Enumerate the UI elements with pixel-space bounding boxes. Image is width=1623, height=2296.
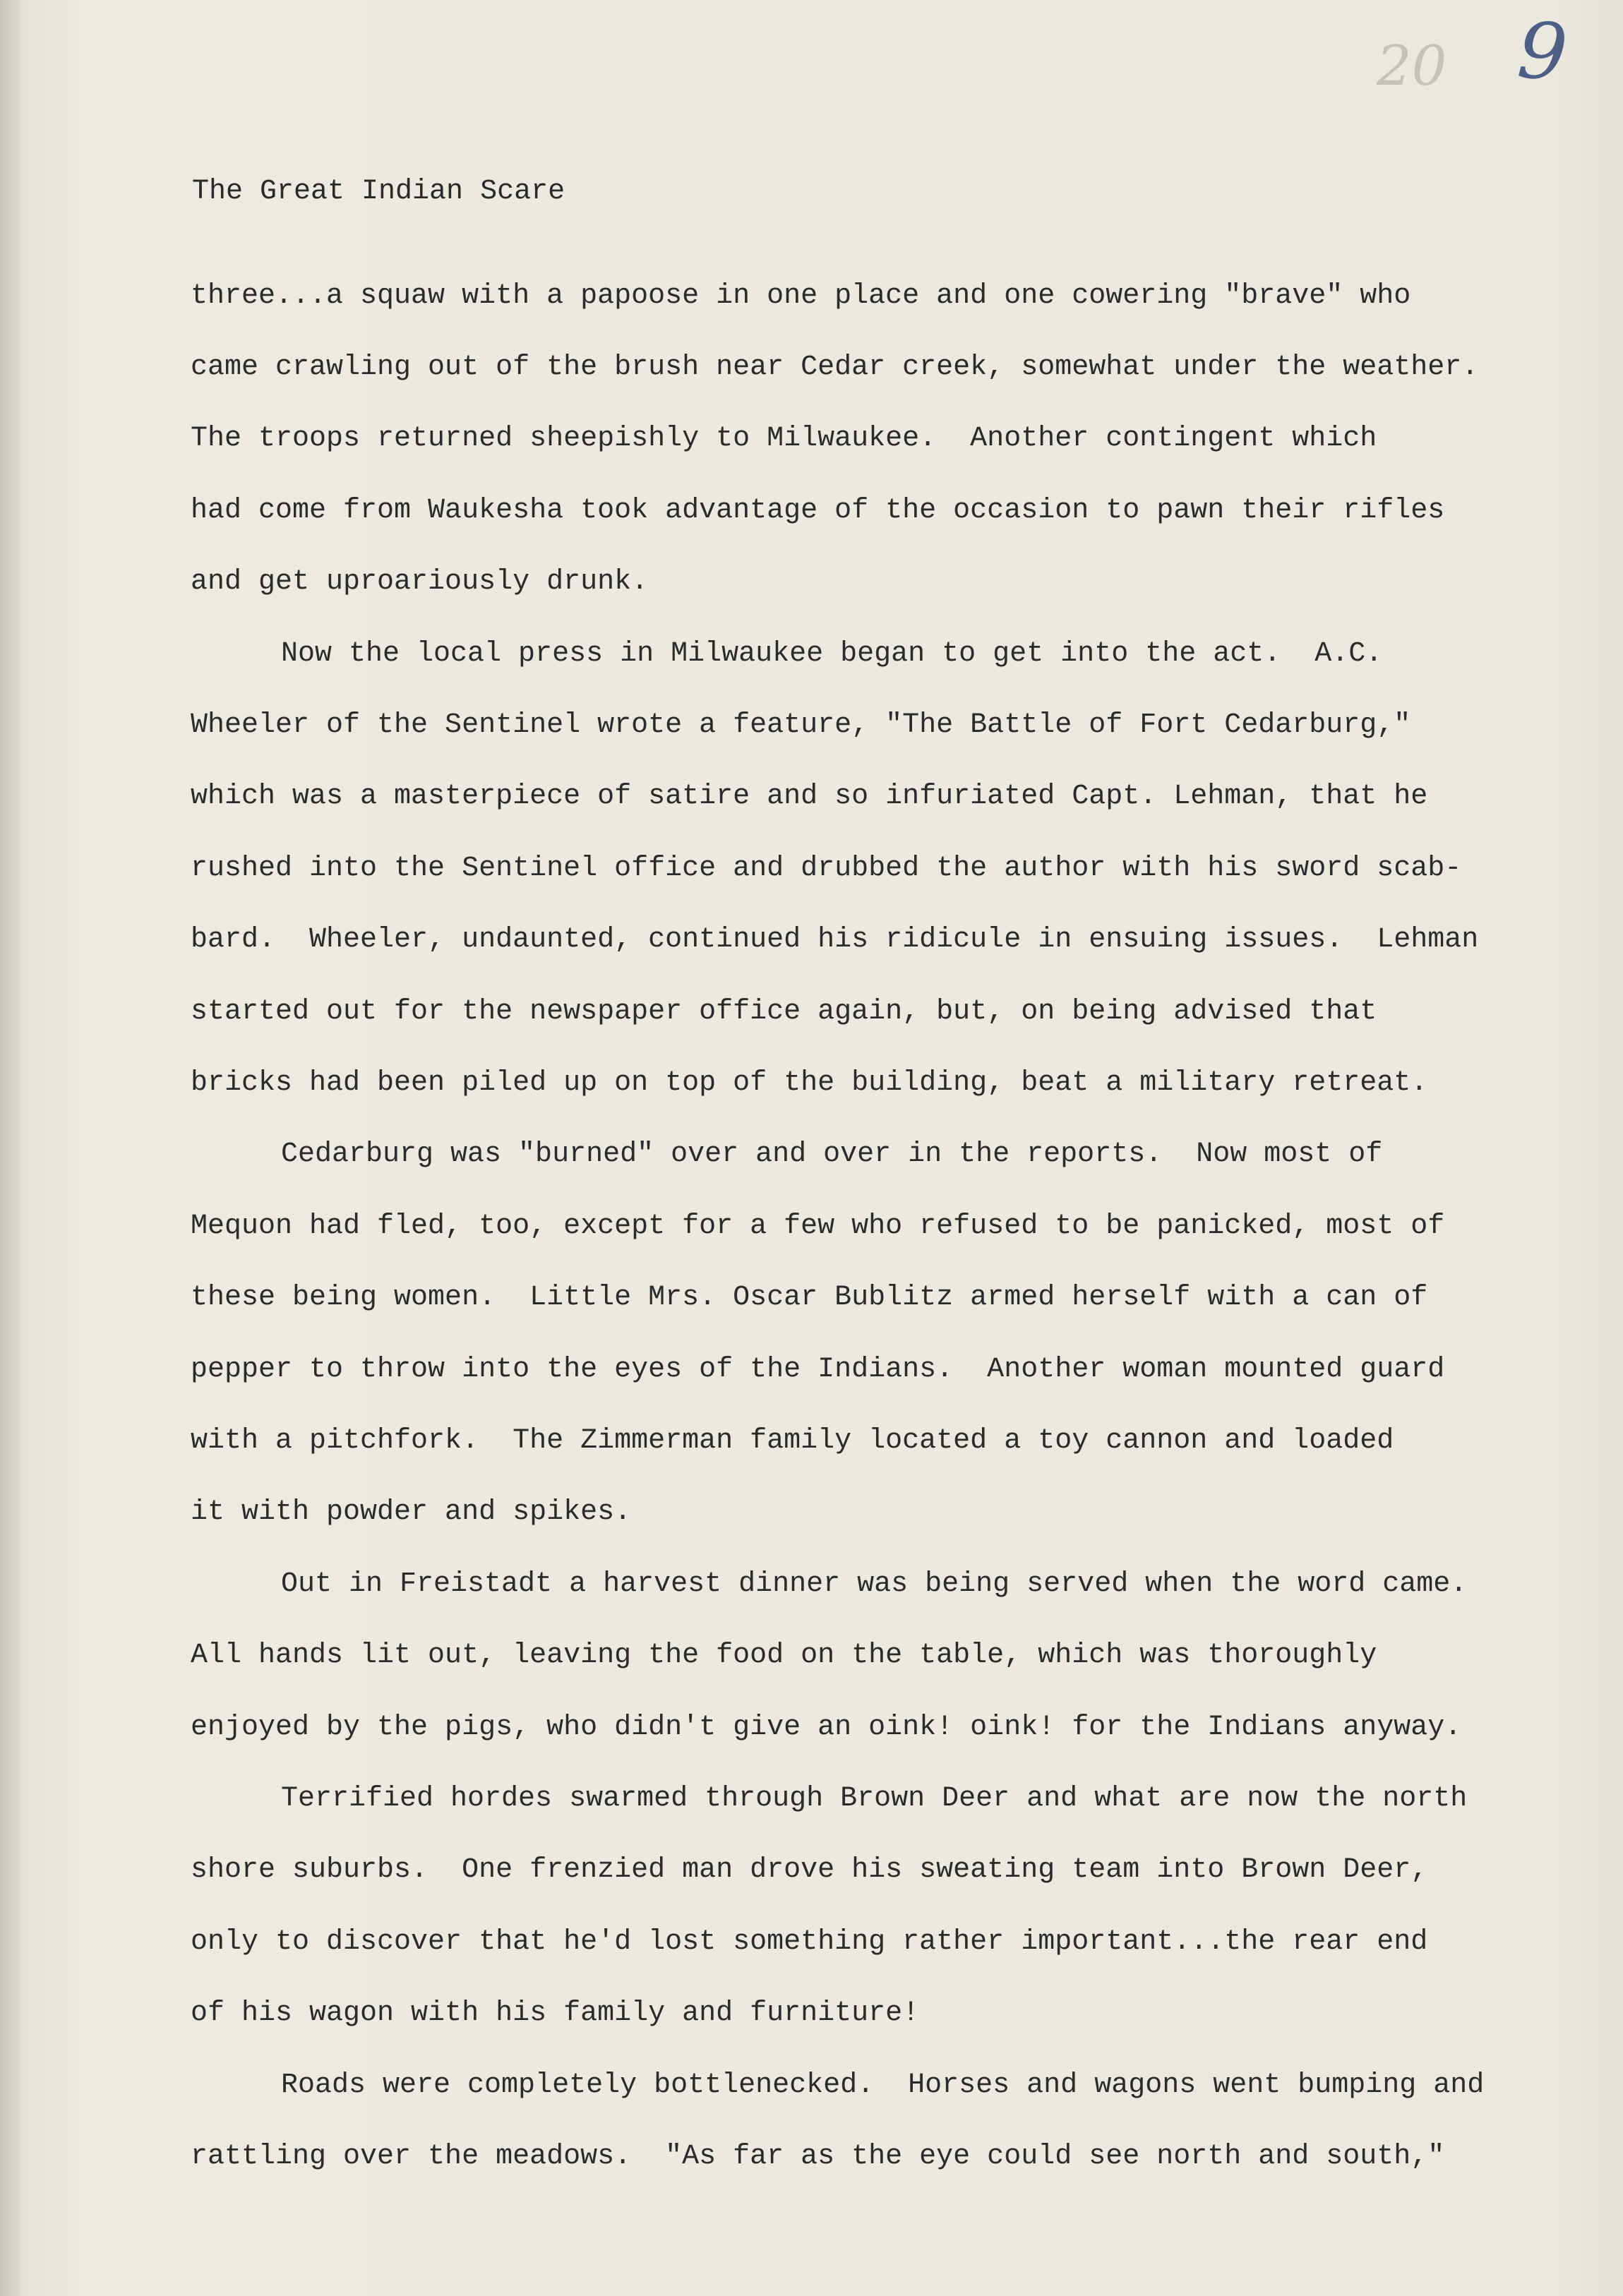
page-binding-edge <box>0 0 20 2296</box>
text-line: Out in Freistadt a harvest dinner was being served when the word came. <box>281 1568 1468 1600</box>
text-line: The troops returned sheepishly to Milwaukee. Another contingent which <box>191 423 1377 455</box>
text-line: three...a squaw with a papoose in one place and one cowering "brave" who <box>191 280 1411 312</box>
text-line: rushed into the Sentinel office and drubbed the author with his sword scab- <box>191 853 1462 884</box>
text-line: these being women. Little Mrs. Oscar Bublitz armed herself with a can of <box>191 1282 1428 1314</box>
handwritten-page-number: 9 <box>1514 4 1571 99</box>
text-line: it with powder and spikes. <box>191 1496 632 1528</box>
text-line: Cedarburg was "burned" over and over in the reports. Now most of <box>281 1138 1383 1170</box>
text-line: bricks had been piled up on top of the building, beat a military retreat. <box>191 1067 1428 1099</box>
text-line: bard. Wheeler, undaunted, continued his ridicule in ensuing issues. Lehman <box>191 924 1479 956</box>
text-line: Wheeler of the Sentinel wrote a feature, "The Battle of Fort Cedarburg," <box>191 709 1411 741</box>
text-line: of his wagon with his family and furniture! <box>191 1997 920 2029</box>
text-line: shore suburbs. One frenzied man drove his sweating team into Brown Deer, <box>191 1854 1428 1886</box>
text-line: pepper to throw into the eyes of the Indians. Another woman mounted guard <box>191 1354 1445 1386</box>
text-line: All hands lit out, leaving the food on the table, which was thoroughly <box>191 1640 1377 1671</box>
text-line: started out for the newspaper office again, but, on being advised that <box>191 996 1377 1028</box>
text-line: enjoyed by the pigs, who didn't give an oink! oink! for the Indians anyway. <box>191 1712 1462 1743</box>
text-line: came crawling out of the brush near Cedar creek, somewhat under the weather. <box>191 351 1479 383</box>
text-line: Terrified hordes swarmed through Brown Deer and what are now the north <box>281 1783 1468 1815</box>
running-header: The Great Indian Scare <box>192 176 565 208</box>
text-line: and get uproariously drunk. <box>191 566 649 598</box>
text-line: with a pitchfork. The Zimmerman family located a toy cannon and loaded <box>191 1425 1394 1457</box>
text-line: Now the local press in Milwaukee began to get into the act. A.C. <box>281 638 1383 670</box>
text-line: Mequon had fled, too, except for a few who refused to be panicked, most of <box>191 1210 1445 1242</box>
text-line: only to discover that he'd lost something rather important...the rear end <box>191 1926 1428 1958</box>
text-line: rattling over the meadows. "As far as the eye could see north and south," <box>191 2141 1445 2172</box>
text-line: had come from Waukesha took advantage of the occasion to pawn their rifles <box>191 495 1445 527</box>
faint-page-mark: 20 <box>1377 35 1447 98</box>
text-line: Roads were completely bottlenecked. Horses and wagons went bumping and <box>281 2069 1485 2101</box>
text-line: which was a masterpiece of satire and so infuriated Capt. Lehman, that he <box>191 781 1428 812</box>
